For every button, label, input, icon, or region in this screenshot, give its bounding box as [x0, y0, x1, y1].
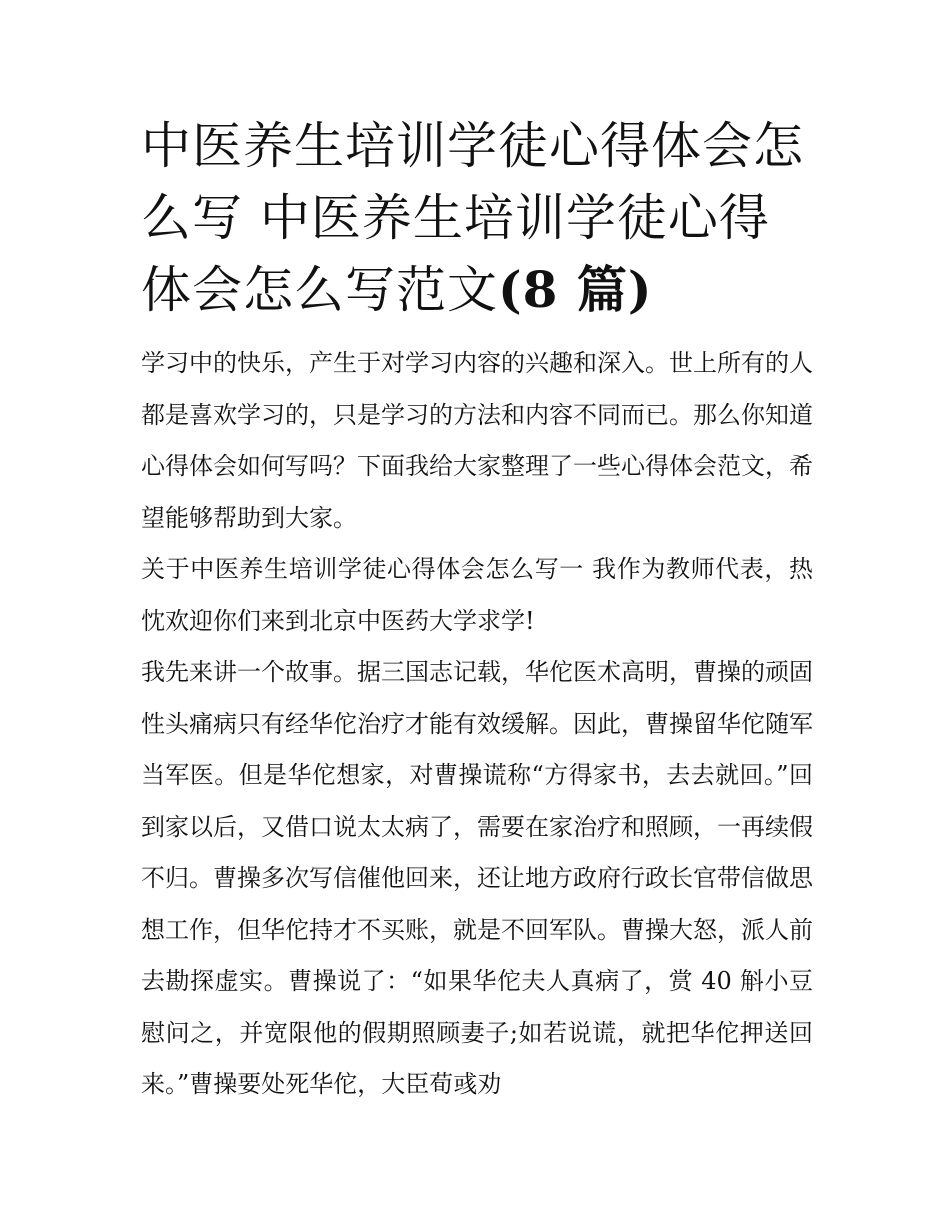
intro-paragraph: 学习中的快乐，产生于对学习内容的兴趣和深入。世上所有的人都是喜欢学习的，只是学习的方法和内容不同而已。那么你知道心得体会如何写吗？下面我给大家整理了一些心得体会范文，希望能够帮助到大家。 — [141, 349, 813, 532]
document-title — [141, 110, 813, 326]
story-paragraph: 我先来讲一个故事。据三国志记载，华佗医术高明，曹操的顽固性头痛病只有经华佗治疗才能有效缓解。因此，曹操留华佗随军当军医。但是华佗想家，对曹操谎称“方得家书，去去就回。”回到家以后，又借口说太太病了，需要在家治疗和照顾，一再续假不归。曹操多次写信催他回来，还让地方政府行政长官带信做思想工作，但华佗持才不买账，就是不回军队。曹操大怒，派人前去勘探虚实。曹操说了：“如果华佗夫人真病了，赏 40 斛小豆慰问之，并宽限他的假期照顾妻子;如若说谎，就把华佗押送回来。”曹操要处死华佗，大臣荀彧劝 — [141, 658, 813, 1098]
title-main-text: 中医养生培训学徒心得体会怎么写 中医养生培训学徒心得体会怎么写范文 — [141, 117, 804, 319]
document-page — [141, 110, 813, 1111]
title-suffix-text: (8 篇) — [498, 260, 653, 319]
section-heading-paragraph: 关于中医养生培训学徒心得体会怎么写一 我作为教师代表，热忱欢迎你们来到北京中医药大学求学! — [141, 555, 813, 635]
